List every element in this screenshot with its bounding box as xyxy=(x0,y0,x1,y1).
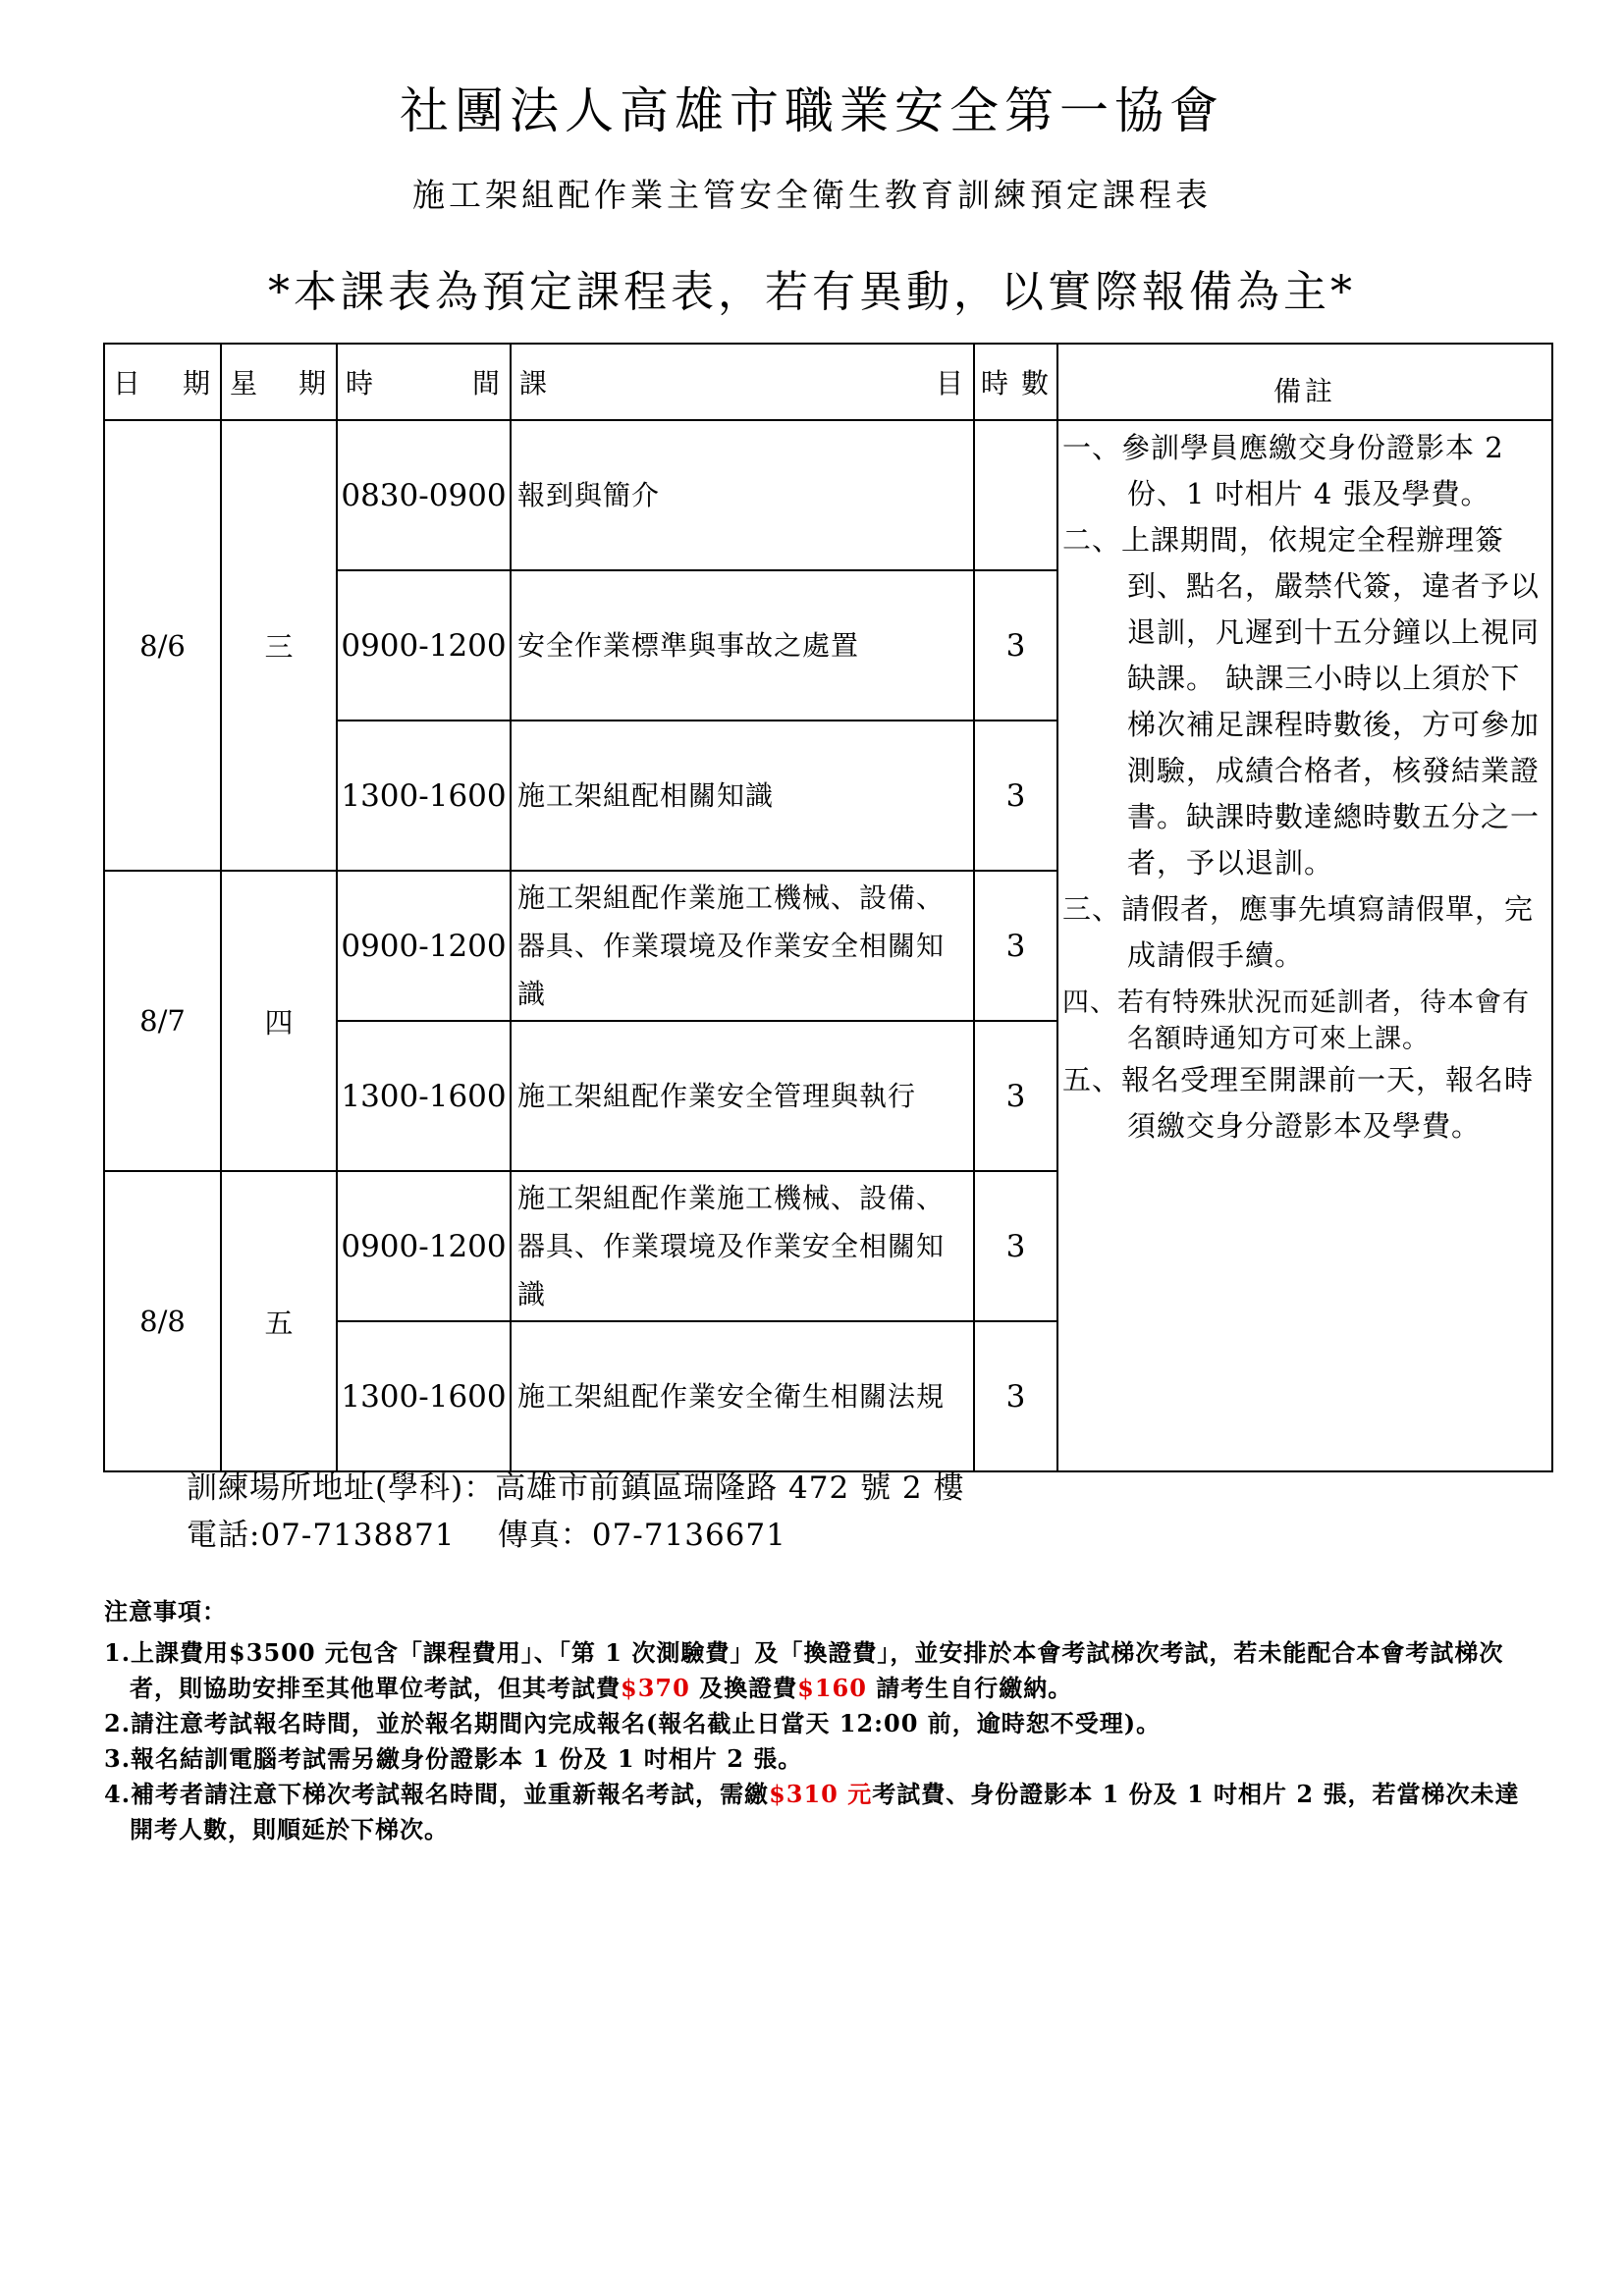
remark-item: 二、上課期間，依規定全程辦理簽到、點名，嚴禁代簽，違者予以退訓，凡遲到十五分鐘以上視同缺課。 缺課三小時以上須於下梯次補足課程時數後，方可參加測驗，成績合格者，核發結業證書。缺課時數達總時數五分之一者，予以退訓。 xyxy=(1062,523,1541,880)
note-text: 1.上課費用$3500 元包含「課程費用」、「第 1 次測驗費」及「換證費」，並安排於本會考試梯次考試，若未能配合本會考試梯次者，則協助安排至其他單位考試，但其考試費 xyxy=(104,1638,1504,1702)
header-date: 日 期 xyxy=(104,344,221,420)
contact-line xyxy=(187,1512,965,1559)
course-schedule-table xyxy=(103,343,1553,1472)
fee-highlight: $310 元 xyxy=(769,1780,873,1808)
date-cell: 8/6 xyxy=(104,420,221,871)
note-item: 3.報名結訓電腦考試需另繳身份證影本 1 份及 1 吋相片 2 張。 xyxy=(104,1744,803,1773)
time-cell: 1300-1600 xyxy=(337,1021,511,1171)
header-subject: 課 目 xyxy=(511,344,974,420)
note-item xyxy=(104,1635,1538,1706)
remark-item: 一、參訓學員應繳交身份證影本 2 份、1 吋相片 4 張及學費。 xyxy=(1062,431,1504,510)
fee-highlight: $160 xyxy=(797,1674,867,1702)
note-text: 請考生自行繳納。 xyxy=(866,1674,1073,1702)
time-cell: 0830-0900 xyxy=(337,420,511,570)
subject-cell: 施工架組配作業安全衛生相關法規 xyxy=(511,1321,974,1471)
remark-item: 四、若有特殊狀況而延訓者，待本會有名額時通知方可來上課。 xyxy=(1062,988,1530,1054)
subject-cell: 施工架組配作業施工機械、設備、器具、作業環境及作業安全相關知識 xyxy=(511,871,974,1021)
hours-cell: 3 xyxy=(974,1021,1057,1171)
page-title: 社團法人高雄市職業安全第一協會 xyxy=(400,82,1224,139)
header-hours: 時 數 xyxy=(974,344,1057,420)
note-item: 2.請注意考試報名時間，並於報名期間內完成報名(報名截止日當天 12:00 前，逾時恕不受理)。 xyxy=(104,1709,1162,1737)
phone-number: 電話:07-7138871 xyxy=(187,1518,456,1553)
hours-cell: 3 xyxy=(974,1321,1057,1471)
page-subtitle: 施工架組配作業主管安全衛生教育訓練預定課程表 xyxy=(412,176,1212,214)
note-text: 及換證費 xyxy=(689,1674,798,1702)
notes-heading: 注意事項： xyxy=(104,1597,227,1626)
weekday-cell: 四 xyxy=(221,871,337,1171)
weekday-cell: 三 xyxy=(221,420,337,871)
hours-cell xyxy=(974,420,1057,570)
time-cell: 0900-1200 xyxy=(337,871,511,1021)
training-location: 訓練場所地址(學科)：高雄市前鎮區瑞隆路 472 號 2 樓 xyxy=(187,1470,965,1506)
notes-section xyxy=(104,1594,1538,1847)
subject-cell: 安全作業標準與事故之處置 xyxy=(511,570,974,721)
subject-cell: 施工架組配作業安全管理與執行 xyxy=(511,1021,974,1171)
fee-highlight: $370 xyxy=(621,1674,690,1702)
date-cell: 8/8 xyxy=(104,1171,221,1471)
time-cell: 1300-1600 xyxy=(337,1321,511,1471)
time-cell: 0900-1200 xyxy=(337,570,511,721)
time-cell: 1300-1600 xyxy=(337,721,511,871)
subject-cell: 施工架組配相關知識 xyxy=(511,721,974,871)
subject-cell: 施工架組配作業施工機械、設備、器具、作業環境及作業安全相關知識 xyxy=(511,1171,974,1321)
note-text: 考試費、身份證影本 1 份及 1 吋相片 2 張，若當梯次未達開考人數，則順延於下梯次。 xyxy=(130,1780,1520,1843)
time-cell: 0900-1200 xyxy=(337,1171,511,1321)
table-header-row xyxy=(104,344,1552,420)
remark-item: 五、報名受理至開課前一天，報名時須繳交身分證影本及學費。 xyxy=(1062,1063,1535,1143)
schedule-notice: *本課表為預定課程表，若有異動，以實際報備為主* xyxy=(268,267,1356,317)
note-item xyxy=(104,1777,1538,1847)
training-address-block xyxy=(187,1465,965,1559)
hours-cell: 3 xyxy=(974,1171,1057,1321)
subject-cell: 報到與簡介 xyxy=(511,420,974,570)
date-cell: 8/7 xyxy=(104,871,221,1171)
hours-cell: 3 xyxy=(974,721,1057,871)
header-remarks: 備註 xyxy=(1057,344,1552,420)
header-weekday: 星 期 xyxy=(221,344,337,420)
remark-item: 三、請假者，應事先填寫請假單，完成請假手續。 xyxy=(1062,892,1535,972)
hours-cell: 3 xyxy=(974,570,1057,721)
table-row xyxy=(104,420,1552,570)
weekday-cell: 五 xyxy=(221,1171,337,1471)
hours-cell: 3 xyxy=(974,871,1057,1021)
fax-number: 傳真：07-7136671 xyxy=(497,1518,786,1553)
remarks-cell xyxy=(1057,420,1552,1471)
header-time: 時 間 xyxy=(337,344,511,420)
note-text: 4.補考者請注意下梯次考試報名時間，並重新報名考試，需繳 xyxy=(104,1780,770,1808)
